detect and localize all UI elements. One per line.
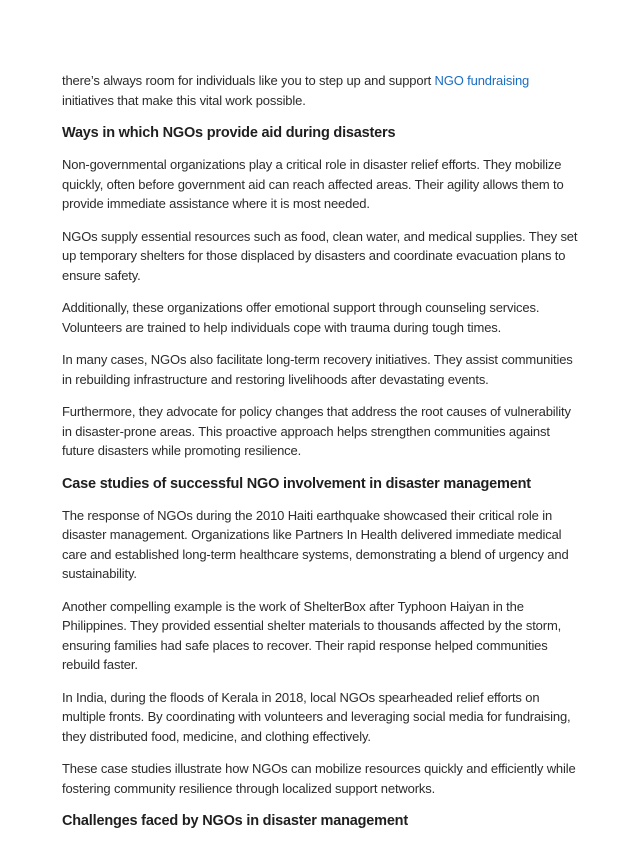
paragraph: Non-governmental organizations play a critical role in disaster relief efforts. They mobilize quickly, often before government aid can reach affected areas. Their agility allows them to provide immediate assistance where it is most needed. (62, 157, 564, 211)
paragraph: Furthermore, they advocate for policy changes that address the root causes of vulnerability in disaster-prone areas. This proactive approach helps strengthen communities against future disasters while promoting resilience. (62, 404, 571, 458)
section-heading-challenges: Challenges faced by NGOs in disaster management (62, 813, 408, 829)
intro-text-after: initiatives that make this vital work possible. (62, 92, 306, 108)
section-heading-ways: Ways in which NGOs provide aid during disasters (62, 125, 396, 141)
document-page (62, 71, 578, 843)
paragraph: In many cases, NGOs also facilitate long-term recovery initiatives. They assist communities in rebuilding infrastructure and restoring livelihoods after devastating events. (62, 352, 573, 387)
paragraph: These case studies illustrate how NGOs can mobilize resources quickly and efficiently while fostering community resilience through localized support networks. (62, 761, 576, 796)
ngo-fundraising-link[interactable]: NGO fundraising (434, 73, 530, 88)
paragraph: NGOs supply essential resources such as food, clean water, and medical supplies. They set up temporary shelters for those displaced by disasters and coordinate evacuation plans to ensure safety. (62, 228, 578, 283)
section-heading-case-studies: Case studies of successful NGO involvement in disaster management (62, 475, 531, 492)
intro-paragraph (62, 71, 578, 110)
paragraph: The response of NGOs during the 2010 Haiti earthquake showcased their critical role in disaster management. Organizations like Partners In Health delivered immediate medical care and established long-term healthcare systems, demonstrating a blend of urgency and sustainability. (62, 507, 569, 581)
paragraph: Additionally, these organizations offer emotional support through counseling services. Volunteers are trained to help individuals cope with trauma during tough times. (62, 300, 540, 335)
intro-text-before: there’s always room for individuals like you to step up and support (62, 73, 435, 88)
paragraph: In India, during the floods of Kerala in 2018, local NGOs spearheaded relief efforts on multiple fronts. By coordinating with volunteers and leveraging social media for fundraising, they distributed food, medicine, and clothing effectively. (62, 689, 571, 744)
paragraph: Another compelling example is the work of ShelterBox after Typhoon Haiyan in the Philippines. They provided essential shelter materials to thousands affected by the storm, ensuring families had safe places to recover. Their rapid response helped communities rebuild faster. (62, 598, 562, 672)
